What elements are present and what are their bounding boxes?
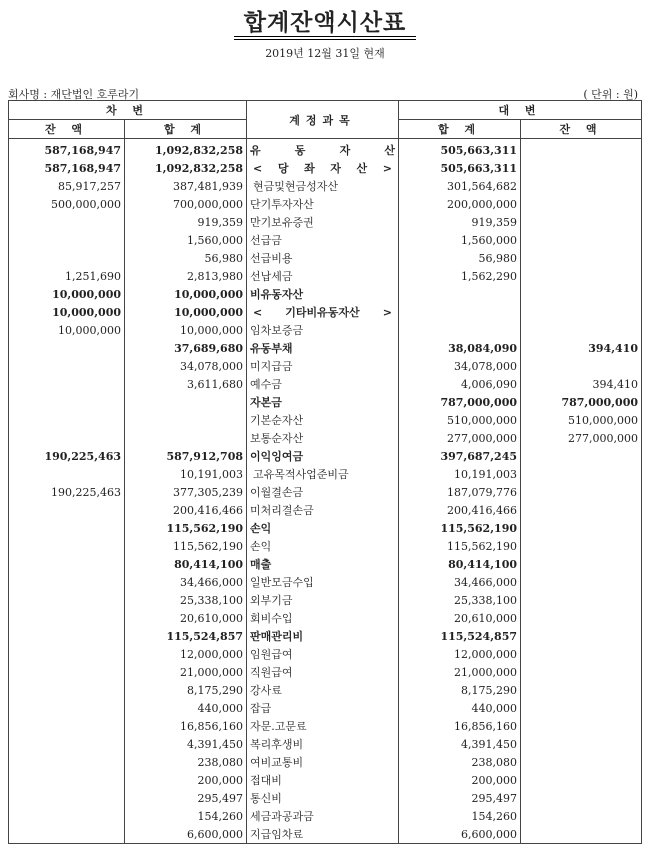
debit-balance-cell [9, 573, 125, 591]
table-row [9, 573, 642, 591]
debit-total-cell [125, 411, 247, 429]
table-row [9, 139, 642, 160]
company-name: 회사명 : 재단법인 호루라기 [8, 88, 140, 101]
report-date: 2019년 12월 31일 현재 [265, 47, 385, 60]
credit-total-cell: 34,078,000 [399, 357, 521, 375]
credit-balance-cell [521, 195, 642, 213]
table-row [9, 285, 642, 303]
credit-total-cell: 505,663,311 [399, 159, 521, 177]
debit-balance-cell [9, 231, 125, 249]
table-row [9, 789, 642, 807]
debit-header: 차 변 [9, 101, 247, 120]
debit-balance-cell: 85,917,257 [9, 177, 125, 195]
credit-balance-cell: 394,410 [521, 375, 642, 393]
debit-balance-cell [9, 609, 125, 627]
debit-total-cell: 1,092,832,258 [125, 159, 247, 177]
table-body [9, 139, 642, 844]
credit-total-cell: 8,175,290 [399, 681, 521, 699]
debit-balance-cell: 190,225,463 [9, 447, 125, 465]
credit-total-cell: 200,000 [399, 771, 521, 789]
table-row [9, 213, 642, 231]
account-name-cell: 고유목적사업준비금 [247, 465, 399, 483]
table-row [9, 195, 642, 213]
credit-balance-cell [521, 681, 642, 699]
debit-balance-cell [9, 735, 125, 753]
table-row [9, 555, 642, 573]
debit-total-cell: 10,000,000 [125, 303, 247, 321]
debit-balance-cell [9, 663, 125, 681]
credit-total-cell: 238,080 [399, 753, 521, 771]
credit-total-cell: 56,980 [399, 249, 521, 267]
table-row [9, 771, 642, 789]
debit-total-cell: 115,562,190 [125, 519, 247, 537]
debit-total-cell: 919,359 [125, 213, 247, 231]
debit-balance-cell [9, 645, 125, 663]
credit-total-cell: 80,414,100 [399, 555, 521, 573]
account-name-cell: 회비수입 [247, 609, 399, 627]
table-row [9, 645, 642, 663]
credit-balance-cell: 510,000,000 [521, 411, 642, 429]
debit-total-cell: 37,689,680 [125, 339, 247, 357]
debit-total-cell: 700,000,000 [125, 195, 247, 213]
debit-total-cell: 34,466,000 [125, 573, 247, 591]
debit-balance-cell [9, 357, 125, 375]
debit-balance-cell: 10,000,000 [9, 285, 125, 303]
credit-balance-cell [521, 807, 642, 825]
table-row [9, 537, 642, 555]
account-name-cell: 복리후생비 [247, 735, 399, 753]
account-name-cell: 임원급여 [247, 645, 399, 663]
debit-balance-cell [9, 699, 125, 717]
debit-total-cell: 34,078,000 [125, 357, 247, 375]
table-row [9, 735, 642, 753]
table-row [9, 339, 642, 357]
account-name-cell: 비유동자산 [247, 285, 399, 303]
debit-balance-cell [9, 537, 125, 555]
credit-balance-cell [521, 465, 642, 483]
account-name-cell: 예수금 [247, 375, 399, 393]
account-name-cell: 자본금 [247, 393, 399, 411]
credit-balance-cell [521, 591, 642, 609]
credit-total-cell [399, 321, 521, 339]
credit-balance-cell [521, 645, 642, 663]
debit-balance-cell [9, 249, 125, 267]
table-row [9, 303, 642, 321]
credit-total-cell: 10,191,003 [399, 465, 521, 483]
debit-total-cell: 16,856,160 [125, 717, 247, 735]
debit-balance-cell [9, 555, 125, 573]
debit-total-cell: 200,000 [125, 771, 247, 789]
debit-balance-cell: 10,000,000 [9, 321, 125, 339]
account-name-cell: 보통순자산 [247, 429, 399, 447]
credit-total-cell: 12,000,000 [399, 645, 521, 663]
credit-total-cell: 16,856,160 [399, 717, 521, 735]
table-row [9, 681, 642, 699]
debit-total-cell: 154,260 [125, 807, 247, 825]
account-name-cell: < 기타비유동자산 > [247, 303, 399, 321]
credit-total-cell: 115,562,190 [399, 519, 521, 537]
trial-balance-table [8, 100, 642, 844]
table-row [9, 357, 642, 375]
table-row [9, 519, 642, 537]
table-row [9, 501, 642, 519]
debit-balance-cell [9, 393, 125, 411]
credit-total-cell: 21,000,000 [399, 663, 521, 681]
account-name-cell: < 당 좌 자 산 > [247, 159, 399, 177]
debit-balance-cell [9, 501, 125, 519]
debit-total-cell: 8,175,290 [125, 681, 247, 699]
debit-balance-cell [9, 627, 125, 645]
credit-balance-cell [521, 735, 642, 753]
title-underline [234, 36, 416, 37]
debit-total-header: 합 계 [125, 120, 247, 139]
credit-balance-header: 잔 액 [521, 120, 642, 139]
debit-balance-cell: 587,168,947 [9, 139, 125, 160]
credit-total-cell [399, 303, 521, 321]
debit-total-cell: 1,092,832,258 [125, 139, 247, 160]
account-name-cell: 유 동 자 산 [247, 139, 399, 160]
account-name-cell: 선급금 [247, 231, 399, 249]
credit-balance-cell [521, 139, 642, 160]
credit-balance-cell [521, 285, 642, 303]
account-name-cell: 접대비 [247, 771, 399, 789]
debit-balance-cell [9, 519, 125, 537]
credit-balance-cell [521, 159, 642, 177]
unit-label: ( 단위 : 원) [583, 88, 638, 101]
credit-total-cell: 4,006,090 [399, 375, 521, 393]
credit-total-cell: 919,359 [399, 213, 521, 231]
debit-balance-cell: 10,000,000 [9, 303, 125, 321]
credit-balance-cell [521, 303, 642, 321]
debit-total-cell: 6,600,000 [125, 825, 247, 844]
account-name-cell: 지급임차료 [247, 825, 399, 844]
credit-total-cell: 397,687,245 [399, 447, 521, 465]
table-row [9, 231, 642, 249]
account-name-cell: 이월결손금 [247, 483, 399, 501]
account-name-cell: 세금과공과금 [247, 807, 399, 825]
table-row [9, 717, 642, 735]
credit-total-cell: 1,560,000 [399, 231, 521, 249]
credit-balance-cell [521, 825, 642, 844]
account-name-cell: 일반모금수입 [247, 573, 399, 591]
credit-total-cell [399, 285, 521, 303]
debit-total-cell: 115,524,857 [125, 627, 247, 645]
credit-total-cell: 154,260 [399, 807, 521, 825]
debit-balance-cell [9, 429, 125, 447]
table-row [9, 375, 642, 393]
table-row [9, 627, 642, 645]
debit-balance-cell [9, 771, 125, 789]
debit-balance-cell [9, 465, 125, 483]
debit-total-cell: 295,497 [125, 789, 247, 807]
account-name-cell: 손익 [247, 537, 399, 555]
credit-balance-cell [521, 771, 642, 789]
credit-balance-cell [521, 357, 642, 375]
table-row [9, 159, 642, 177]
credit-balance-cell [521, 663, 642, 681]
debit-balance-cell [9, 807, 125, 825]
credit-balance-cell [521, 555, 642, 573]
credit-total-cell: 25,338,100 [399, 591, 521, 609]
credit-balance-cell [521, 213, 642, 231]
credit-balance-cell: 394,410 [521, 339, 642, 357]
table-row [9, 267, 642, 285]
debit-total-cell: 10,000,000 [125, 285, 247, 303]
credit-balance-cell [521, 177, 642, 195]
debit-balance-cell: 500,000,000 [9, 195, 125, 213]
debit-balance-cell [9, 717, 125, 735]
credit-total-cell: 200,000,000 [399, 195, 521, 213]
debit-balance-header: 잔 액 [9, 120, 125, 139]
debit-balance-cell [9, 825, 125, 844]
credit-balance-cell [521, 537, 642, 555]
debit-balance-cell [9, 591, 125, 609]
page-title: 합계잔액시산표 [243, 10, 407, 36]
credit-total-cell: 1,562,290 [399, 267, 521, 285]
credit-balance-cell [521, 699, 642, 717]
credit-balance-cell [521, 609, 642, 627]
debit-balance-cell [9, 411, 125, 429]
debit-total-cell: 20,610,000 [125, 609, 247, 627]
debit-total-cell: 21,000,000 [125, 663, 247, 681]
debit-total-cell: 115,562,190 [125, 537, 247, 555]
credit-balance-cell [521, 447, 642, 465]
credit-total-cell: 4,391,450 [399, 735, 521, 753]
table-row [9, 807, 642, 825]
debit-total-cell: 2,813,980 [125, 267, 247, 285]
debit-balance-cell: 190,225,463 [9, 483, 125, 501]
table-row [9, 483, 642, 501]
debit-balance-cell [9, 213, 125, 231]
account-name-cell: 임차보증금 [247, 321, 399, 339]
credit-balance-cell [521, 789, 642, 807]
account-name-cell: 직원급여 [247, 663, 399, 681]
account-name-cell: 외부기금 [247, 591, 399, 609]
debit-balance-cell [9, 789, 125, 807]
credit-balance-cell [521, 573, 642, 591]
account-name-cell: 이익잉여금 [247, 447, 399, 465]
account-name-cell: 미지급금 [247, 357, 399, 375]
debit-total-cell: 3,611,680 [125, 375, 247, 393]
debit-total-cell: 587,912,708 [125, 447, 247, 465]
credit-balance-cell [521, 627, 642, 645]
table-row [9, 699, 642, 717]
credit-total-cell: 301,564,682 [399, 177, 521, 195]
table-row [9, 429, 642, 447]
credit-total-cell: 115,524,857 [399, 627, 521, 645]
account-header: 계정과목 [247, 101, 399, 139]
credit-total-cell: 440,000 [399, 699, 521, 717]
credit-balance-cell [521, 519, 642, 537]
account-name-cell: 유동부채 [247, 339, 399, 357]
table-row [9, 321, 642, 339]
credit-total-cell: 34,466,000 [399, 573, 521, 591]
table-row [9, 411, 642, 429]
credit-total-cell: 115,562,190 [399, 537, 521, 555]
account-name-cell: 판매관리비 [247, 627, 399, 645]
credit-balance-cell [521, 321, 642, 339]
debit-total-cell: 200,416,466 [125, 501, 247, 519]
credit-total-cell: 277,000,000 [399, 429, 521, 447]
debit-total-cell: 12,000,000 [125, 645, 247, 663]
credit-balance-cell [521, 753, 642, 771]
debit-total-cell: 238,080 [125, 753, 247, 771]
debit-balance-cell: 587,168,947 [9, 159, 125, 177]
credit-balance-cell [521, 267, 642, 285]
debit-balance-cell [9, 753, 125, 771]
credit-total-cell: 787,000,000 [399, 393, 521, 411]
debit-total-cell: 25,338,100 [125, 591, 247, 609]
credit-total-cell: 510,000,000 [399, 411, 521, 429]
credit-total-cell: 20,610,000 [399, 609, 521, 627]
account-name-cell: 만기보유증권 [247, 213, 399, 231]
table-row [9, 663, 642, 681]
debit-total-cell: 377,305,239 [125, 483, 247, 501]
account-name-cell: 선급비용 [247, 249, 399, 267]
account-name-cell: 선납세금 [247, 267, 399, 285]
credit-total-cell: 38,084,090 [399, 339, 521, 357]
credit-balance-cell [521, 249, 642, 267]
debit-total-cell: 1,560,000 [125, 231, 247, 249]
table-row [9, 393, 642, 411]
credit-total-cell: 295,497 [399, 789, 521, 807]
credit-total-cell: 187,079,776 [399, 483, 521, 501]
debit-total-cell: 10,191,003 [125, 465, 247, 483]
credit-total-cell: 505,663,311 [399, 139, 521, 160]
credit-balance-cell [521, 717, 642, 735]
debit-total-cell: 56,980 [125, 249, 247, 267]
table-row [9, 753, 642, 771]
credit-balance-cell: 787,000,000 [521, 393, 642, 411]
table-row [9, 447, 642, 465]
debit-total-cell [125, 393, 247, 411]
table-row [9, 825, 642, 844]
table-row [9, 249, 642, 267]
credit-total-cell: 6,600,000 [399, 825, 521, 844]
title-underline-double [234, 39, 416, 40]
account-name-cell: 미처리결손금 [247, 501, 399, 519]
table-row [9, 609, 642, 627]
account-name-cell: 통신비 [247, 789, 399, 807]
debit-balance-cell [9, 339, 125, 357]
debit-total-cell: 80,414,100 [125, 555, 247, 573]
account-name-cell: 자문.고문료 [247, 717, 399, 735]
debit-total-cell: 440,000 [125, 699, 247, 717]
account-name-cell: 잡급 [247, 699, 399, 717]
debit-total-cell: 4,391,450 [125, 735, 247, 753]
credit-total-cell: 200,416,466 [399, 501, 521, 519]
account-name-cell: 강사료 [247, 681, 399, 699]
debit-total-cell: 387,481,939 [125, 177, 247, 195]
table-row [9, 177, 642, 195]
debit-balance-cell: 1,251,690 [9, 267, 125, 285]
account-name-cell: 손익 [247, 519, 399, 537]
debit-total-cell: 10,000,000 [125, 321, 247, 339]
credit-header: 대 변 [399, 101, 642, 120]
account-name-cell: 현금및현금성자산 [247, 177, 399, 195]
credit-balance-cell [521, 501, 642, 519]
account-name-cell: 매출 [247, 555, 399, 573]
account-name-cell: 기본순자산 [247, 411, 399, 429]
account-name-cell: 단기투자자산 [247, 195, 399, 213]
table-row [9, 591, 642, 609]
debit-balance-cell [9, 681, 125, 699]
debit-balance-cell [9, 375, 125, 393]
credit-balance-cell: 277,000,000 [521, 429, 642, 447]
debit-total-cell [125, 429, 247, 447]
credit-balance-cell [521, 483, 642, 501]
table-row [9, 465, 642, 483]
account-name-cell: 여비교통비 [247, 753, 399, 771]
credit-balance-cell [521, 231, 642, 249]
credit-total-header: 합 계 [399, 120, 521, 139]
